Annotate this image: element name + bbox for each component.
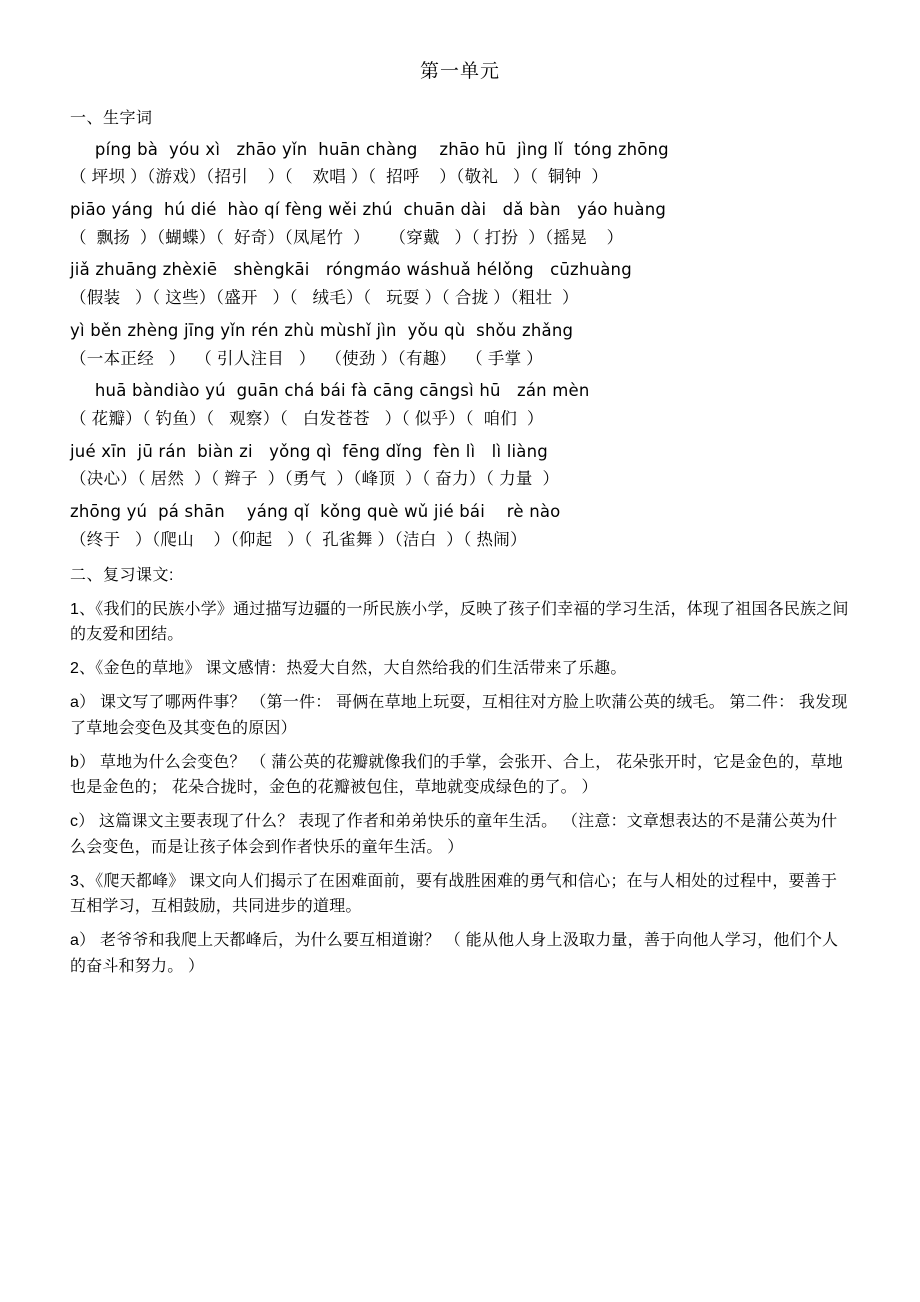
hanzi-answer-line: （决心）（ 居然 ）（ 辫子 ）（勇气 ）（峰顶 ）（ 奋力）（ 力量 ） [70,470,560,489]
pinyin-line: yì běn zhèng jīng yǐn rén zhù mùshǐ jìn yǒu qù shǒu zhǎng [70,320,574,340]
section-review-texts [70,564,850,979]
review-question-2a: a） 课文写了哪两件事？ （第一件： 哥俩在草地上玩耍，互相往对方脸上吹蒲公英的绒毛。 第二件： 我发现了草地会变色及其变色的原因） [70,694,848,737]
hanzi-answer-line: （终于 ）（爬山 ）（仰起 ）（ 孔雀舞 ）（洁白 ）（ 热闹） [70,530,527,549]
review-question-2b: b） 草地为什么会变色？ （ 蒲公英的花瓣就像我们的手掌，会张开、合上， 花朵张开时，它是金色的，草地也是金色的； 花朵合拢时，金色的花瓣被包住，草地就变成绿色的了。 ） [70,753,843,797]
review-paragraph-1: 1、《我们的民族小学》通过描写边疆的一所民族小学，反映了孩子们幸福的学习生活，体现了祖国各民族之间的友爱和团结。 [70,600,849,643]
review-paragraph-2: 2、《金色的草地》 课文感情：热爱大自然，大自然给我的们生活带来了乐趣。 [70,660,627,678]
section-vocabulary [70,107,850,554]
pinyin-line: píng bà yóu xì zhāo yǐn huān chàng zhāo hū jìng lǐ tóng zhōng [84,139,669,159]
hanzi-answer-line: （一本正经 ） （ 引人注目 ） （使劲 ）（有趣） （ 手掌 ） [70,349,544,368]
review-question-3a: a） 老爷爷和我爬上天都峰后，为什么要互相道谢？ （ 能从他人身上汲取力量，善于向他人学习，他们个人的奋斗和努力。 ） [70,932,839,975]
vocab-row [70,137,850,191]
pinyin-line: jué xīn jū rán biàn zi yǒng qì fēng dǐng fèn lì lì liàng [70,441,548,461]
hanzi-answer-line: （ 花瓣）（ 钓鱼）（ 观察）（ 白发苍苍 ）（ 似乎）（ 咱们 ） [70,409,544,428]
section-heading-review: 二、复习课文: [70,566,174,584]
pinyin-line: zhōng yú pá shān yáng qǐ kǒng què wǔ jié bái rè nào [70,502,561,522]
pinyin-line: piāo yáng hú dié hào qí fèng wěi zhú chuān dài dǎ bàn yáo huàng [70,199,667,219]
hanzi-answer-line: （假装 ）（ 这些）（盛开 ）（ 绒毛）（ 玩耍 ）（ 合拢 ）（粗壮 ） [70,289,579,308]
review-question-2c: c） 这篇课文主要表现了什么？ 表现了作者和弟弟快乐的童年生活。 （注意：文章想表达的不是蒲公英为什么会变色，而是让孩子体会到作者快乐的童年生活。 ） [70,813,838,856]
hanzi-answer-line: （ 飘扬 ）（蝴蝶）（ 好奇）（凤尾竹 ） （穿戴 ）（ 打扮 ）（摇晃 ） [70,228,624,247]
vocab-row [70,439,850,493]
section-heading-vocabulary: 一、生字词 [70,109,153,127]
hanzi-answer-line: （ 坪坝 ）（游戏）（招引 ）（ 欢唱 ）（ 招呼 ）（敬礼 ）（ 铜钟 ） [70,168,609,187]
vocab-row [70,499,850,553]
pinyin-line: jiǎ zhuāng zhèxiē shèngkāi róngmáo wáshuǎ hélǒng cūzhuàng [70,260,632,280]
vocab-row [70,197,850,251]
vocab-row [70,257,850,311]
pinyin-line: huā bàndiào yú guān chá bái fà cāng cāngsì hū zán mèn [84,381,590,401]
page-title: 第一单元 [419,61,500,82]
review-paragraph-3: 3、《爬天都峰》 课文向人们揭示了在困难面前，要有战胜困难的勇气和信心；在与人相处的过程中，要善于互相学习，互相鼓励，共同进步的道理。 [70,872,838,916]
vocab-row [70,378,850,432]
vocab-row [70,318,850,372]
